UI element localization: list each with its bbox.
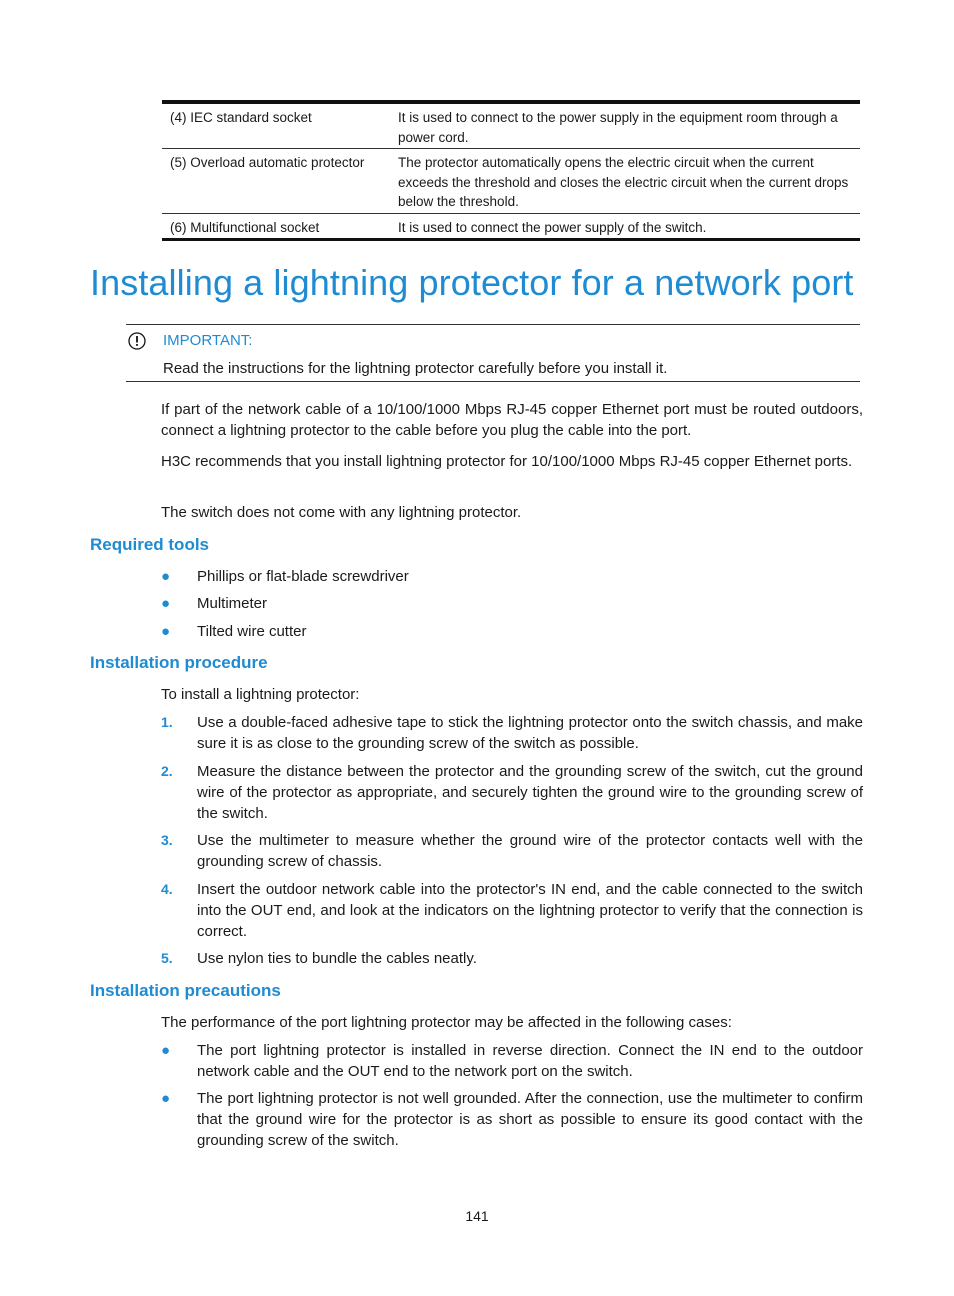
list-item: ● The port lightning protector is installed in reverse direction. Connect the IN end to the outdoor network cable and the OUT end to the network port on the switch. [161,1042,863,1080]
bullet-icon: ● [161,1042,171,1059]
procedure-step [161,712,863,754]
intro-paragraph: If part of the network cable of a 10/100/1000 Mbps RJ-45 copper Ethernet port must be routed outdoors, connect a lightning protector to the cable before you plug the cable into the port. [161,401,863,439]
table-cell-name: (6) Multifunctional socket [162,213,390,240]
required-tools-heading: Required tools [90,535,210,554]
page-number: 141 [465,1208,489,1224]
table-row [162,149,860,214]
table-cell-desc: It is used to connect to the power supply in the equipment room through a power cord. [398,110,838,145]
page-title: Installing a lightning protector for a network port [90,262,854,303]
step-number: 5. [161,950,173,966]
installation-precautions-heading: Installation precautions [90,981,281,1000]
intro-paragraph: H3C recommends that you install lightning protector for 10/100/1000 Mbps RJ-45 copper Ethernet ports. [161,453,853,470]
step-text: Insert the outdoor network cable into the protector's IN end, and the cable connected to the switch into the OUT end, and look at the indicators on the lightning protector to verify that the connection is correct. [197,881,863,940]
step-text: Measure the distance between the protector and the grounding screw of the switch, cut the ground wire of the protector as appropriate, and securely tighten the ground wire to the grounding screw of the switch. [197,763,863,822]
intro-paragraph: The switch does not come with any lightning protector. [161,504,522,521]
installation-procedure-heading: Installation procedure [90,653,268,672]
step-number: 1. [161,714,173,730]
table-row [162,213,860,240]
list-item: ● The port lightning protector is not well grounded. After the connection, use the multimeter to confirm that the ground wire for the protector is as short as possible to ensure its good contact with the grounding screw of the switch. [161,1090,863,1149]
important-notice [126,324,860,382]
procedure-intro: To install a lightning protector: [161,686,360,703]
step-number: 3. [161,832,173,848]
bullet-icon: ● [161,1090,171,1107]
table-cell-desc: It is used to connect the power supply of the switch. [390,213,860,240]
table-cell-desc: The protector automatically opens the electric circuit when the current exceeds the threshold and closes the electric circuit when the current drops below the threshold. [390,149,860,214]
important-text: Read the instructions for the lightning protector carefully before you install it. [163,360,668,377]
bullet-icon: ● [161,568,171,585]
step-number: 4. [161,881,173,897]
procedure-step [161,879,863,942]
step-text: Use a double-faced adhesive tape to stick the lightning protector onto the switch chassis, and make sure it is as close to the grounding screw of the switch as possible. [197,714,863,752]
step-text: Use nylon ties to bundle the cables neatly. [197,950,477,967]
table-row [162,102,860,149]
precautions-intro: The performance of the port lightning protector may be affected in the following cases: [161,1014,732,1031]
component-table [162,100,860,241]
list-item: ● Tilted wire cutter [161,623,307,640]
procedure-step [161,948,863,969]
exclamation-circle-icon [128,332,146,350]
list-item: ● Phillips or flat-blade screwdriver [161,568,409,585]
bullet-icon: ● [161,623,171,640]
list-item: ● Multimeter [161,595,268,612]
table-cell-name: (5) Overload automatic protector [162,149,390,214]
procedure-step [161,761,863,824]
important-label: IMPORTANT: [163,332,253,349]
procedure-step [161,830,863,872]
step-number: 2. [161,763,173,779]
bullet-icon: ● [161,595,171,612]
step-text: Use the multimeter to measure whether the ground wire of the protector contacts well with the grounding screw of chassis. [197,832,863,870]
table-cell-name: (4) IEC standard socket [170,110,312,125]
